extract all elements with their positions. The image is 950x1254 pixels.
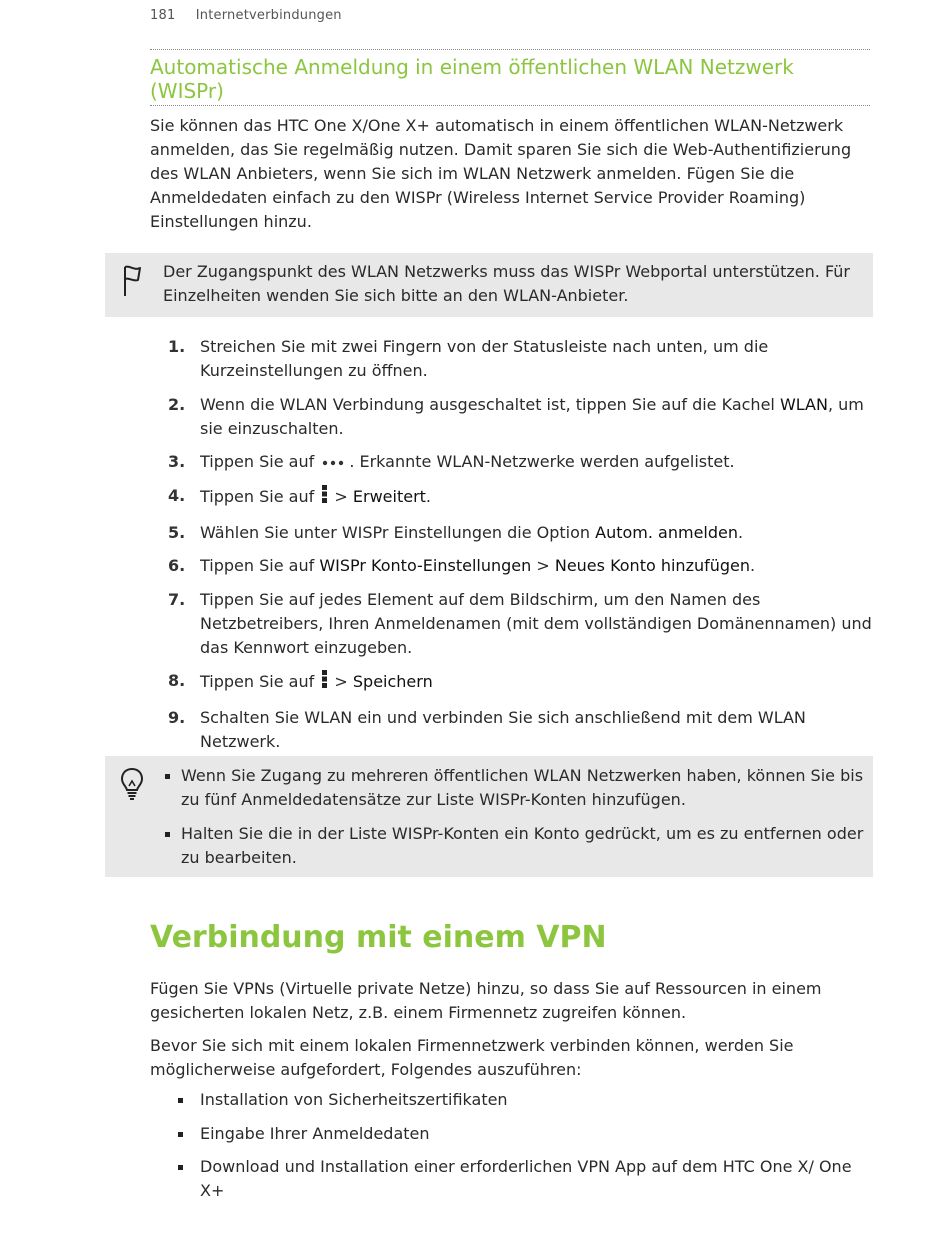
bullet-item (150, 1088, 875, 1112)
flag-icon (119, 263, 143, 303)
steps-list (150, 335, 875, 763)
wispr-accounts-label: WISPr Konto-Einstellungen (319, 556, 532, 575)
erweitert-label: Erweitert (352, 487, 426, 506)
step-text: , um sie einzuschalten. (200, 394, 864, 438)
step-text: . (425, 487, 432, 506)
step-6 (150, 554, 875, 578)
lightbulb-icon (119, 766, 145, 806)
bullet-square (165, 774, 170, 779)
step-3 (150, 450, 875, 475)
bullet-text: Installation von Sicherheitszertifikaten (200, 1090, 508, 1109)
step-text: Wählen Sie unter WISPr Einstellungen die Option (200, 522, 596, 542)
step-4 (150, 484, 875, 511)
bullet-square (165, 832, 170, 837)
vpn-paragraph-1: Fügen Sie VPNs (Virtuelle private Netze) hinzu, so dass Sie auf Ressourcen in einem gesicherten lokalen Netz, z.B. einem Firmennetz zugreifen können. (150, 979, 822, 1022)
step-text: . (738, 522, 744, 542)
tip-item (163, 822, 868, 870)
tip-list (163, 764, 868, 880)
bullet-item (150, 1155, 875, 1203)
vertical-menu-icon (319, 484, 329, 511)
step-number: 2. (168, 394, 186, 414)
three-dots-icon (319, 451, 349, 475)
page-number: 181 (150, 8, 176, 23)
step-text: > (329, 487, 353, 506)
step-number: 5. (168, 522, 186, 542)
page-header (150, 8, 342, 23)
vertical-menu-icon (319, 669, 329, 696)
step-number: 7. (168, 589, 186, 609)
step-number: 4. (168, 486, 186, 505)
wlan-tile-label: WLAN (779, 394, 828, 414)
tip-text: Halten Sie die in der Liste WISPr-Konten ein Konto gedrückt, um es zu entfernen oder zu bearbeiten. (181, 824, 864, 867)
step-7 (150, 588, 875, 660)
vpn-heading: Verbindung mit einem VPN (150, 920, 607, 955)
step-text: Tippen Sie auf (200, 452, 320, 471)
step-number: 8. (168, 671, 186, 690)
bullet-text: Download und Installation einer erforderlichen VPN App auf dem HTC One X/ One X+ (200, 1157, 852, 1200)
note-box (105, 253, 873, 317)
wispr-heading: Automatische Anmeldung in einem öffentlichen WLAN Netzwerk (WISPr) (150, 49, 870, 106)
bullet-item (150, 1122, 875, 1146)
bullet-square (178, 1132, 183, 1137)
step-8 (150, 669, 875, 696)
tip-item (163, 764, 868, 812)
step-9 (150, 706, 875, 754)
step-text: . (750, 556, 756, 575)
step-text: Tippen Sie auf (200, 487, 320, 506)
step-text: . Erkannte WLAN-Netzwerke werden aufgelistet. (349, 452, 735, 471)
step-number: 3. (168, 452, 186, 471)
note-text: Der Zugangspunkt des WLAN Netzwerks muss das WISPr Webportal unterstützen. Für Einzelheiten wenden Sie sich bitte an den WLAN-Anbieter. (163, 262, 850, 305)
bullet-square (178, 1165, 183, 1170)
step-1 (150, 335, 875, 383)
step-text: Tippen Sie auf jedes Element auf dem Bildschirm, um den Namen des Netzbetreibers, Ihren Anmeldenamen (mit dem vollständigen Domänennamen) und das Kennwort einzugeben. (200, 589, 872, 657)
step-text: Schalten Sie WLAN ein und verbinden Sie sich anschließend mit dem WLAN Netzwerk. (200, 707, 806, 751)
step-5 (150, 521, 875, 545)
wispr-intro: Sie können das HTC One X/One X+ automatisch in einem öffentlichen WLAN-Netzwerk anmelden, das Sie regelmäßig nutzen. Damit sparen Sie sich die Web-Authentifizierung des WLAN Anbieters, wenn Sie sich im WLAN Netzwerk anmelden. Fügen Sie die Anmeldedaten einfach zu den WISPr (Wireless Internet Service Provider Roaming) Einstellungen hinzu. (150, 116, 852, 231)
vpn-bullets (150, 1088, 875, 1213)
tip-text: Wenn Sie Zugang zu mehreren öffentlichen WLAN Netzwerken haben, können Sie bis zu fünf Anmeldedatensätze zur Liste WISPr-Konten hinzufügen. (181, 766, 864, 809)
section-title: Internetverbindungen (195, 8, 342, 23)
step-number: 9. (168, 707, 186, 727)
step-text: Streichen Sie mit zwei Fingern von der Statusleiste nach unten, um die Kurzeinstellungen zu öffnen. (200, 337, 769, 380)
bullet-square (178, 1098, 183, 1103)
auto-login-label: Autom. anmelden (595, 522, 739, 542)
step-2 (150, 393, 875, 441)
tip-box (105, 756, 873, 877)
save-label: Speichern (352, 672, 433, 691)
step-text: Wenn die WLAN Verbindung ausgeschaltet ist, tippen Sie auf die Kachel (200, 394, 780, 414)
new-account-label: Neues Konto hinzufügen (554, 556, 751, 575)
step-text: > (329, 672, 353, 691)
step-number: 1. (168, 337, 186, 356)
step-text: Tippen Sie auf (200, 556, 320, 575)
step-text: Tippen Sie auf (200, 672, 320, 691)
bullet-text: Eingabe Ihrer Anmeldedaten (200, 1123, 430, 1143)
vpn-paragraph-2: Bevor Sie sich mit einem lokalen Firmennetzwerk verbinden können, werden Sie möglicherweise aufgefordert, Folgendes auszuführen: (150, 1036, 794, 1079)
step-text: > (531, 556, 555, 575)
step-number: 6. (168, 556, 186, 575)
